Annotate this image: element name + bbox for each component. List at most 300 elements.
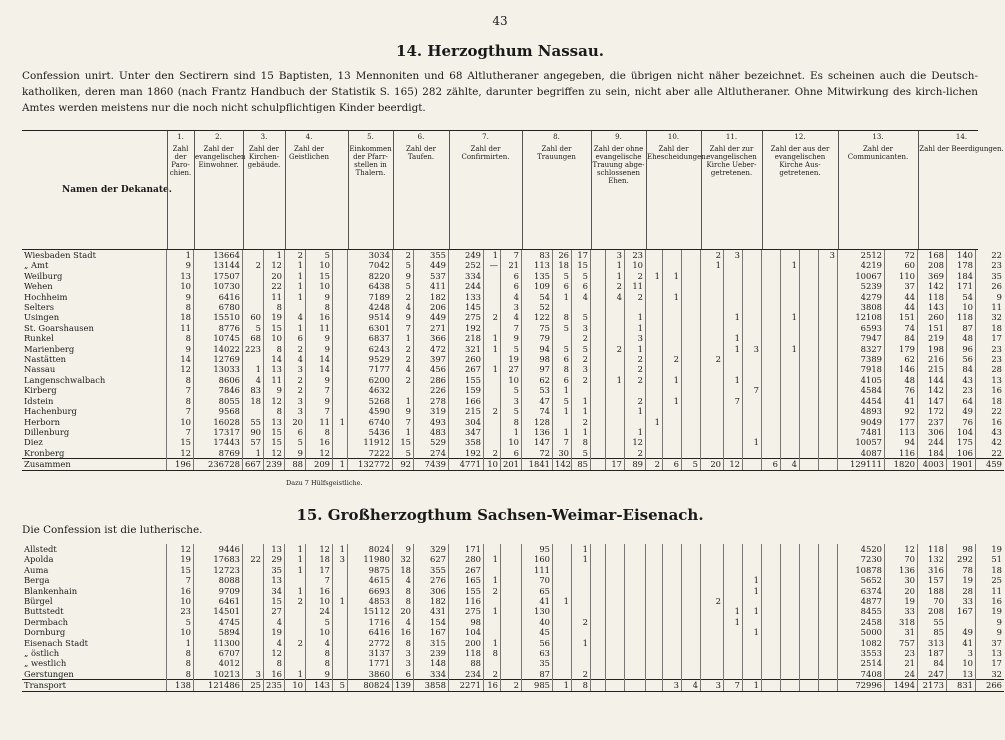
table-cell: 4632: [348, 385, 393, 395]
table-cell: 12: [306, 448, 333, 459]
table-cell: [800, 658, 819, 668]
column-group-heading: Zahl der Trauungen: [537, 145, 576, 161]
table-cell: 132772: [348, 459, 393, 470]
table-cell: 249: [449, 250, 484, 260]
table-cell: [819, 385, 838, 395]
table-cell: [682, 586, 701, 596]
table-cell: 16: [167, 586, 194, 596]
table-cell: [625, 680, 646, 691]
table-cell: [591, 250, 606, 260]
table-row: [22, 260, 1004, 270]
table-cell: 31: [885, 627, 918, 637]
table-cell: [646, 596, 663, 606]
table-cell: 18: [306, 554, 333, 564]
table-cell: [501, 596, 522, 606]
table-row: [22, 648, 1004, 658]
table-cell: 6374: [838, 586, 885, 596]
table-cell: 1: [663, 396, 682, 406]
table-cell: [333, 396, 348, 406]
table-cell: [819, 554, 838, 564]
table-cell: [682, 396, 701, 406]
table-cell: [819, 596, 838, 606]
table-cell: 12: [264, 396, 285, 406]
table-cell: [606, 617, 625, 627]
table-cell: [333, 281, 348, 291]
table-cell: [663, 364, 682, 374]
table-cell: 157: [918, 575, 947, 585]
table-cell: 154: [414, 617, 449, 627]
table-cell: 1494: [885, 680, 918, 691]
table-cell: 29: [264, 554, 285, 564]
table-cell: 10: [167, 596, 194, 606]
table-cell: 65: [522, 586, 553, 596]
column-number: 4.: [305, 133, 313, 141]
table-cell: [682, 375, 701, 385]
table-cell: [553, 575, 572, 585]
table-cell: [743, 396, 762, 406]
table-cell: 54: [947, 292, 976, 302]
table-cell: [484, 302, 501, 312]
table-row: [22, 375, 1004, 385]
table-cell: 334: [449, 271, 484, 281]
table-cell: 84: [947, 364, 976, 374]
table-cell: [501, 606, 522, 616]
table-cell: 7: [393, 323, 414, 333]
table-cell: 8: [167, 669, 194, 680]
table-cell: [819, 312, 838, 322]
table-cell: 113: [522, 260, 553, 270]
table-cell: 218: [449, 333, 484, 343]
column-group-heading: Zahl der Kirchen-gebäude.: [247, 145, 281, 169]
table-cell: 17507: [194, 271, 243, 281]
table-cell: [553, 658, 572, 668]
table-cell: [701, 427, 724, 437]
table-cell: 8: [306, 427, 333, 437]
table-cell: 7439: [414, 459, 449, 470]
table-cell: [762, 448, 781, 459]
table-cell: 2: [484, 669, 501, 680]
table-cell: 19: [976, 606, 1005, 616]
table-cell: [701, 617, 724, 627]
table-cell: 88: [449, 658, 484, 668]
table-cell: [781, 596, 800, 606]
table-cell: 2: [285, 385, 306, 395]
table-cell: 23: [947, 385, 976, 395]
table-cell: 2: [625, 448, 646, 459]
table-cell: 2: [663, 354, 682, 364]
table-cell: [572, 596, 591, 606]
table-cell: 5: [553, 396, 572, 406]
table-cell: [285, 627, 306, 637]
table-cell: 106: [947, 448, 976, 459]
table-cell: 355: [414, 565, 449, 575]
table-cell: 44: [885, 302, 918, 312]
table-cell: 2: [484, 586, 501, 596]
table-cell: 1082: [838, 638, 885, 648]
table-cell: [762, 302, 781, 312]
table-cell: 4087: [838, 448, 885, 459]
table-cell: [243, 648, 264, 658]
table-cell: 7846: [194, 385, 243, 395]
table-cell: 45: [522, 627, 553, 637]
table-cell: 37: [885, 281, 918, 291]
column-group-heading: Zahl der aus der evangelischen Kirche Aus-getretenen.: [770, 145, 830, 177]
table-cell: [743, 323, 762, 333]
table-cell: 8769: [194, 448, 243, 459]
table-cell: [701, 417, 724, 427]
table-cell: [819, 606, 838, 616]
table-cell: 9514: [348, 312, 393, 322]
dekanate-heading: Namen der Dekanate.: [62, 185, 172, 195]
table-cell: [333, 354, 348, 364]
table-cell: 6416: [348, 627, 393, 637]
table-cell: [819, 565, 838, 575]
table-cell: [625, 648, 646, 658]
table-cell: [800, 565, 819, 575]
table-cell: 1771: [348, 658, 393, 668]
table-cell: [781, 617, 800, 627]
table-cell: [606, 448, 625, 459]
table-cell: 1: [625, 344, 646, 354]
table-cell: 16: [306, 586, 333, 596]
row-label: Nassau: [24, 364, 56, 375]
table-cell: [701, 448, 724, 459]
column-number: 6.: [417, 133, 425, 141]
table-cell: 985: [522, 680, 553, 691]
table-cell: 17443: [194, 437, 243, 447]
table-cell: 60: [243, 312, 264, 322]
table-cell: [606, 596, 625, 606]
table-cell: [781, 669, 800, 680]
table-cell: 6416: [194, 292, 243, 302]
table-cell: 23: [167, 606, 194, 616]
table-cell: [819, 323, 838, 333]
table-cell: 3137: [348, 648, 393, 658]
table-cell: 121486: [194, 680, 243, 691]
table-cell: 146: [885, 364, 918, 374]
table-cell: [591, 396, 606, 406]
table-cell: 306: [414, 586, 449, 596]
table-cell: [606, 333, 625, 343]
table-cell: 8: [553, 364, 572, 374]
table-cell: [646, 565, 663, 575]
table-cell: [646, 302, 663, 312]
table-cell: 184: [947, 271, 976, 281]
table-cell: 35: [976, 271, 1005, 281]
column-number: 13.: [872, 133, 884, 141]
table-cell: 11980: [348, 554, 393, 564]
table-cell: [724, 554, 743, 564]
table-cell: [646, 281, 663, 291]
table-cell: 4: [501, 312, 522, 322]
table-cell: [743, 459, 762, 470]
table-cell: 85: [572, 459, 591, 470]
table-cell: 10: [167, 417, 194, 427]
table-cell: 84: [885, 333, 918, 343]
table-cell: [646, 638, 663, 648]
table-cell: [501, 669, 522, 680]
table-cell: [819, 638, 838, 648]
table-cell: 14022: [194, 344, 243, 354]
table-cell: 7: [724, 396, 743, 406]
table-cell: 4: [501, 292, 522, 302]
table-cell: 8: [306, 302, 333, 312]
row-label: Usingen: [24, 312, 60, 323]
table-cell: 70: [918, 596, 947, 606]
table-cell: 6: [762, 459, 781, 470]
table-cell: [333, 448, 348, 459]
table-cell: 142: [918, 385, 947, 395]
table-cell: [724, 544, 743, 554]
table-cell: 369: [918, 271, 947, 281]
table-cell: 25: [976, 575, 1005, 585]
table-cell: [553, 333, 572, 343]
table-cell: 3: [393, 648, 414, 658]
table-cell: 19: [264, 312, 285, 322]
table-cell: 17: [606, 459, 625, 470]
table-cell: [663, 638, 682, 648]
table-cell: 9: [976, 292, 1005, 302]
row-label: Kirberg: [24, 385, 57, 396]
table-cell: [781, 385, 800, 395]
table-cell: [724, 437, 743, 447]
table-cell: [285, 606, 306, 616]
table-cell: [606, 606, 625, 616]
table-cell: [724, 354, 743, 364]
table-cell: [781, 565, 800, 575]
table-cell: 9: [976, 627, 1005, 637]
table-cell: 3: [663, 680, 682, 691]
table-cell: [625, 554, 646, 564]
table-cell: 9: [393, 406, 414, 416]
table-cell: 1: [553, 406, 572, 416]
table-cell: [762, 396, 781, 406]
table-cell: 1: [285, 271, 306, 281]
table-cell: [724, 596, 743, 606]
table-cell: [572, 586, 591, 596]
table-cell: 8: [572, 437, 591, 447]
table-cell: 1: [743, 606, 762, 616]
table-cell: [333, 575, 348, 585]
table-cell: [701, 437, 724, 447]
table-cell: 3034: [348, 250, 393, 260]
table-cell: [724, 658, 743, 668]
table-cell: [484, 323, 501, 333]
table-cell: 5: [393, 281, 414, 291]
table-cell: [646, 448, 663, 459]
table-cell: [762, 627, 781, 637]
table-cell: [572, 658, 591, 668]
table-cell: 22: [976, 448, 1005, 459]
table-cell: [701, 364, 724, 374]
row-label: Wiesbaden Stadt: [24, 250, 96, 260]
table-cell: 1: [572, 544, 591, 554]
table-cell: 1: [724, 333, 743, 343]
table-row: [22, 396, 1004, 406]
table-cell: 7189: [348, 292, 393, 302]
table-cell: [646, 627, 663, 637]
table-cell: 56: [522, 638, 553, 648]
table-cell: 2: [285, 638, 306, 648]
table-cell: 12723: [194, 565, 243, 575]
table-cell: [800, 554, 819, 564]
table-cell: 18: [167, 312, 194, 322]
column-group-heading: Zahl der Beerdigungen.: [919, 145, 1004, 153]
table-cell: 1: [393, 333, 414, 343]
table-cell: [285, 302, 306, 312]
row-label: Weilburg: [24, 270, 63, 281]
table-cell: 1: [625, 427, 646, 437]
table-cell: 1: [625, 312, 646, 322]
table-cell: [243, 638, 264, 648]
table-cell: 92: [393, 459, 414, 470]
table-cell: 8: [572, 680, 591, 691]
table-cell: [333, 292, 348, 302]
table-cell: 7: [501, 323, 522, 333]
table-cell: 1: [781, 312, 800, 322]
table-cell: 178: [947, 260, 976, 270]
table-cell: 456: [414, 364, 449, 374]
table-cell: 3: [572, 323, 591, 333]
table-cell: [743, 448, 762, 459]
table-cell: 10: [306, 260, 333, 270]
table-cell: [682, 271, 701, 281]
table-cell: 32: [393, 554, 414, 564]
table-cell: 1: [285, 586, 306, 596]
table-cell: 12: [167, 364, 194, 374]
table-cell: [819, 669, 838, 680]
table-cell: [553, 617, 572, 627]
table-cell: 208: [918, 260, 947, 270]
table-cell: [819, 344, 838, 354]
table-cell: 10: [625, 260, 646, 270]
table-cell: [701, 302, 724, 312]
table-cell: 51: [976, 554, 1005, 564]
table-cell: [743, 302, 762, 312]
table-cell: [762, 417, 781, 427]
table-cell: 260: [918, 312, 947, 322]
table-cell: 2458: [838, 617, 885, 627]
row-label: „ östlich: [24, 648, 60, 659]
table-cell: 83: [243, 385, 264, 395]
table-cell: [501, 575, 522, 585]
table-cell: [646, 312, 663, 322]
table-cell: [724, 406, 743, 416]
table-cell: 5: [306, 250, 333, 260]
table-cell: [762, 375, 781, 385]
table-cell: [800, 302, 819, 312]
table-cell: [625, 617, 646, 627]
table-cell: [800, 544, 819, 554]
table-cell: [553, 554, 572, 564]
table-cell: 306: [918, 427, 947, 437]
table-cell: 3: [285, 406, 306, 416]
table-cell: 2: [625, 354, 646, 364]
table-cell: [553, 302, 572, 312]
table-cell: 22: [976, 250, 1005, 260]
table-cell: [591, 292, 606, 302]
table-cell: [606, 437, 625, 447]
table-cell: 14501: [194, 606, 243, 616]
table-cell: 5: [682, 459, 701, 470]
table-cell: 260: [449, 354, 484, 364]
table-cell: 22: [264, 281, 285, 291]
table-cell: [553, 638, 572, 648]
table-cell: [606, 312, 625, 322]
table-cell: 2: [625, 375, 646, 385]
table-cell: 3: [572, 364, 591, 374]
table-cell: 5436: [348, 427, 393, 437]
table-cell: 10: [947, 302, 976, 312]
table-cell: 1: [625, 406, 646, 416]
table-cell: [781, 427, 800, 437]
table-cell: [781, 448, 800, 459]
table-cell: [819, 396, 838, 406]
table-cell: [663, 344, 682, 354]
table-cell: [800, 396, 819, 406]
column-number: 10.: [667, 133, 680, 141]
table-cell: [819, 260, 838, 270]
table-cell: [591, 271, 606, 281]
table-cell: [625, 302, 646, 312]
table-cell: [701, 606, 724, 616]
table-cell: 5: [572, 271, 591, 281]
table-cell: [625, 638, 646, 648]
table-cell: 172: [918, 406, 947, 416]
table-cell: [484, 627, 501, 637]
table-cell: 26: [976, 281, 1005, 291]
table-cell: [646, 260, 663, 270]
table-cell: 292: [947, 554, 976, 564]
table-cell: [762, 406, 781, 416]
table-cell: [606, 417, 625, 427]
table-cell: 8: [393, 596, 414, 606]
table-cell: [724, 427, 743, 437]
table-cell: [743, 333, 762, 343]
table-cell: [553, 586, 572, 596]
table-cell: 55: [918, 617, 947, 627]
table-cell: 13: [167, 271, 194, 281]
table-cell: 12: [625, 437, 646, 447]
table-cell: 7481: [838, 427, 885, 437]
table-cell: 321: [449, 344, 484, 354]
table-cell: [501, 648, 522, 658]
table-cell: [663, 323, 682, 333]
table-cell: [762, 292, 781, 302]
table-cell: 16: [976, 417, 1005, 427]
table-cell: 1: [484, 344, 501, 354]
table-cell: [243, 544, 264, 554]
table-cell: 49: [947, 627, 976, 637]
table-cell: 15: [572, 260, 591, 270]
table-cell: [724, 364, 743, 374]
table-cell: [743, 596, 762, 606]
table-cell: 4105: [838, 375, 885, 385]
table-cell: 9: [393, 271, 414, 281]
table-cell: 110: [885, 271, 918, 281]
table-cell: 24: [306, 606, 333, 616]
table-cell: 2: [285, 596, 306, 606]
table-cell: [701, 638, 724, 648]
table-cell: [606, 302, 625, 312]
column-number: 3.: [260, 133, 268, 141]
table-cell: 3858: [414, 680, 449, 691]
table-cell: [947, 617, 976, 627]
table-cell: [333, 271, 348, 281]
table-cell: [646, 250, 663, 260]
table-cell: 2: [701, 596, 724, 606]
table-cell: 8055: [194, 396, 243, 406]
